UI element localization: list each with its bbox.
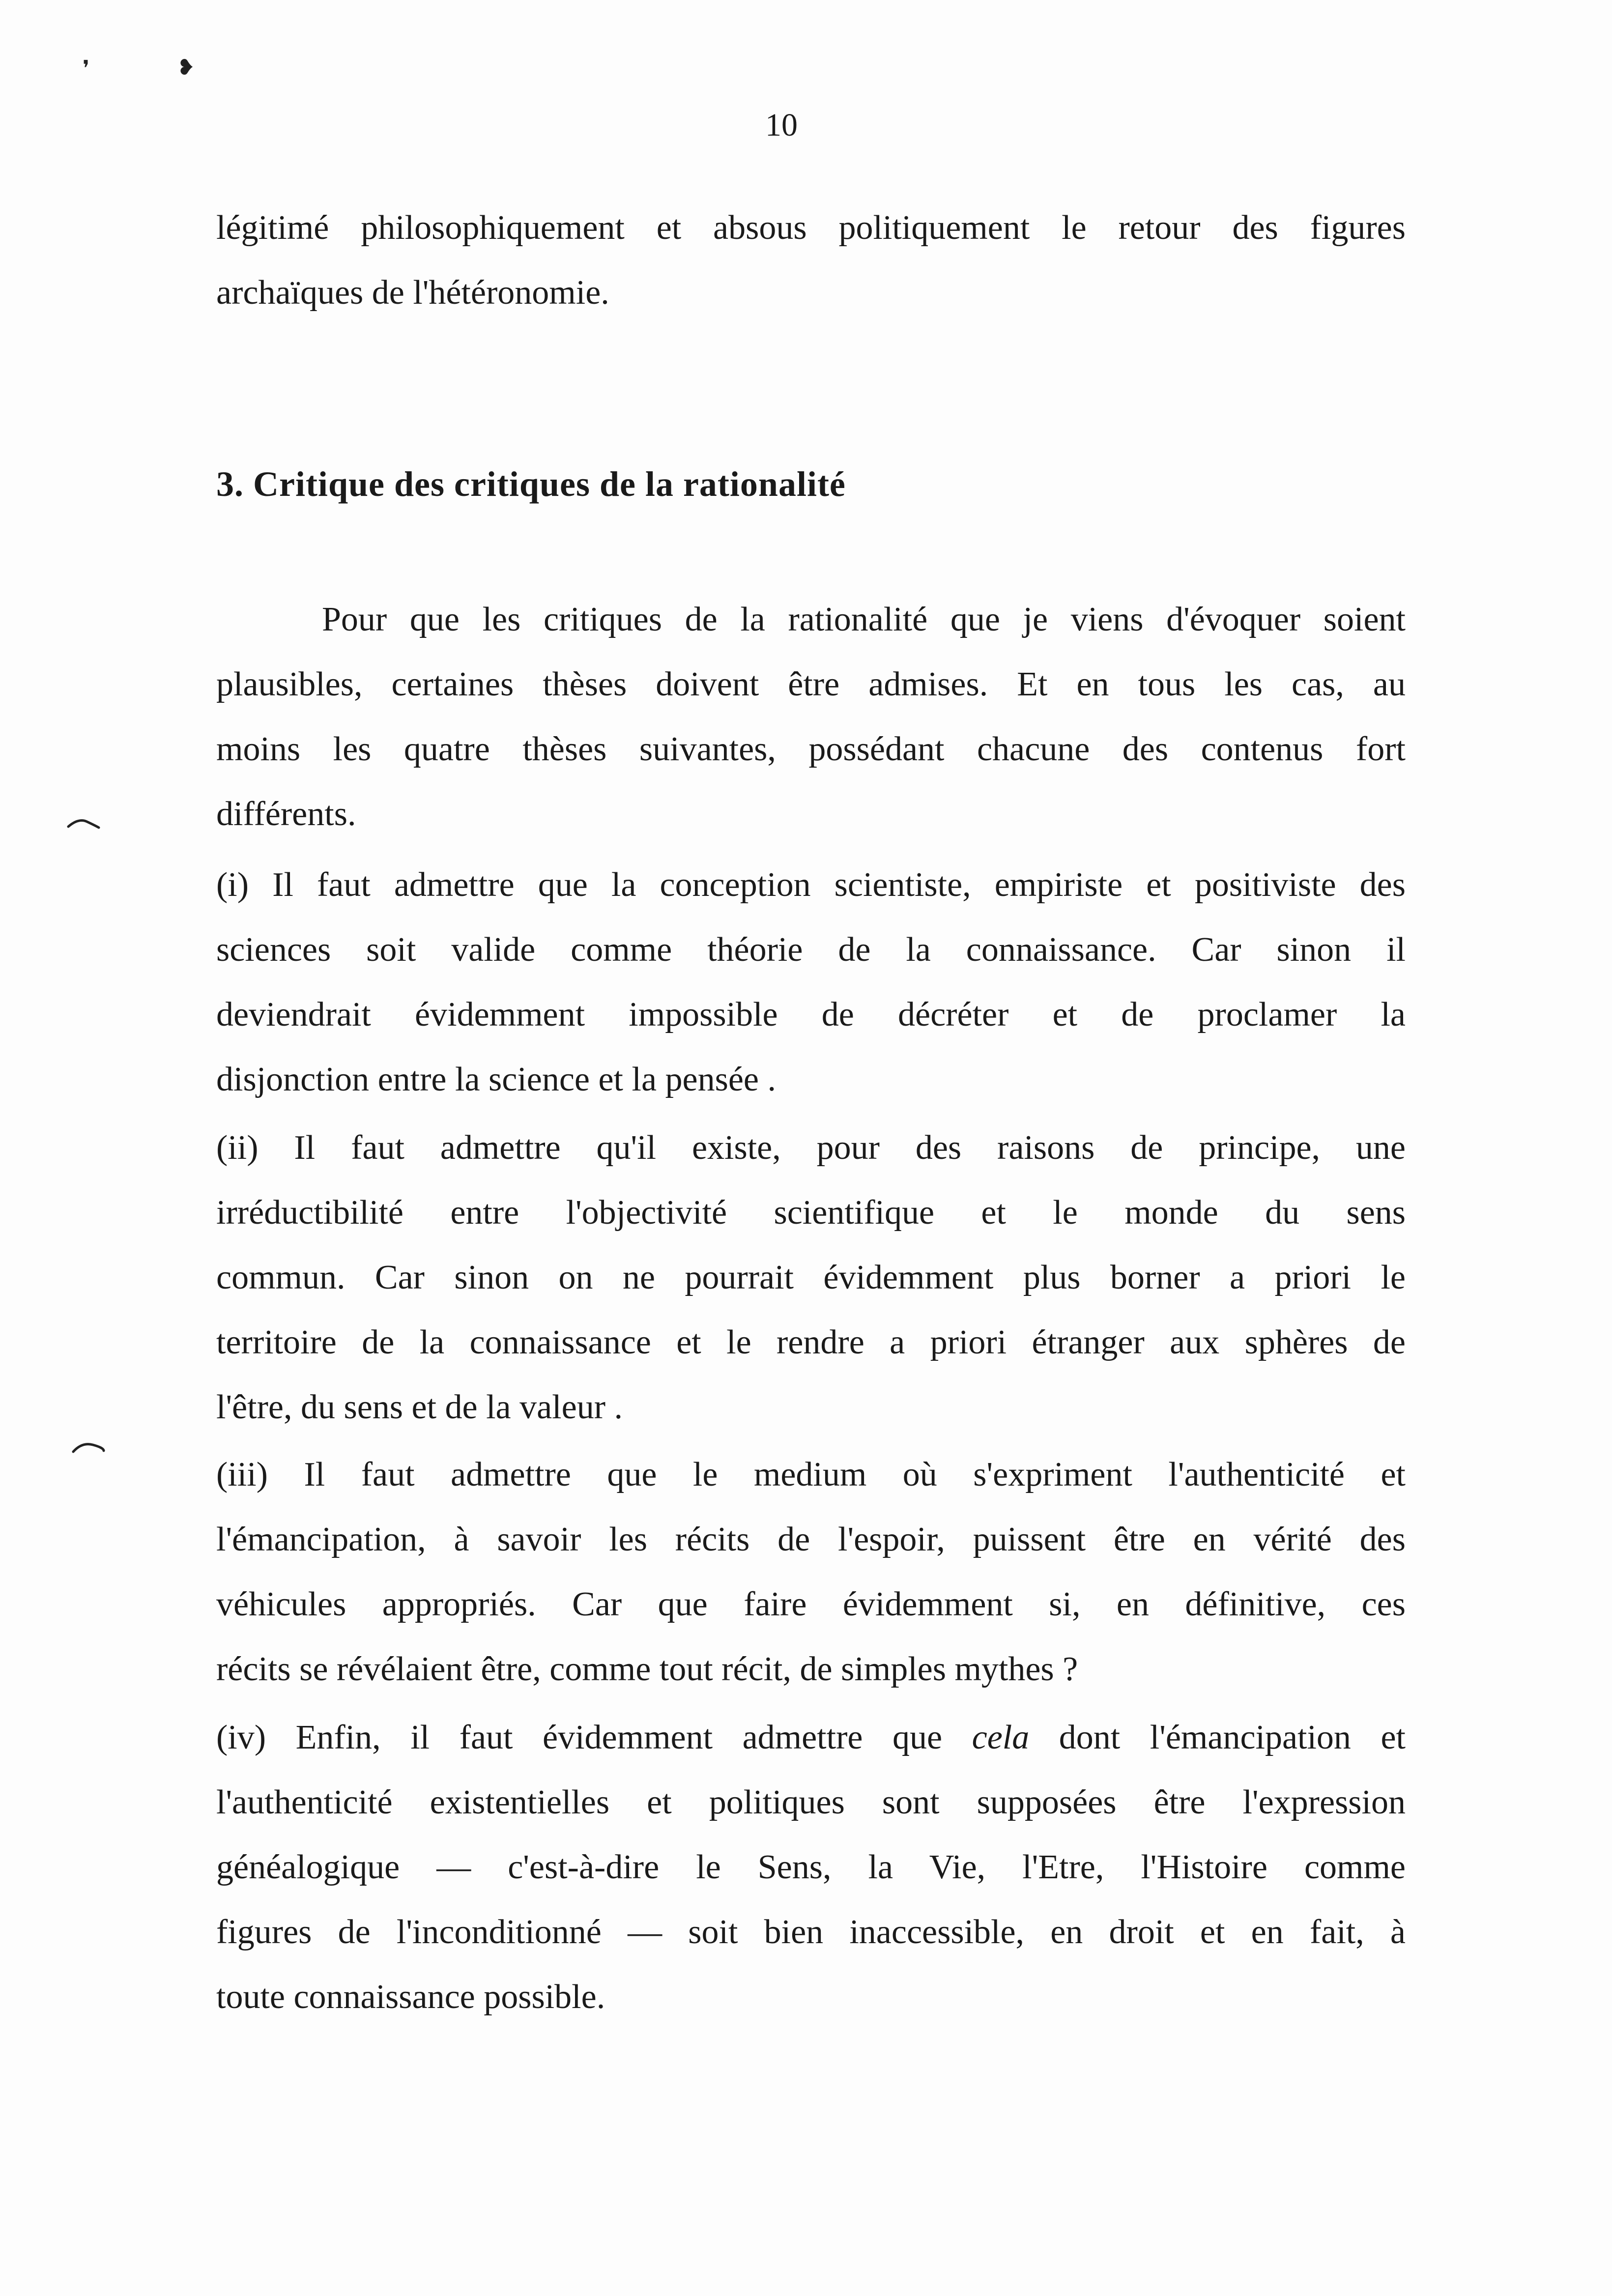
scan-mark-dot: ❜ [83,57,90,81]
intro-paragraph [216,196,1406,325]
page-number: 10 [765,107,798,143]
scan-mark-dot: ❥ [177,56,195,80]
text-line: territoire de la connaissance et le rendre a priori étranger aux sphères de [216,1323,1406,1361]
text-line: (ii) Il faut admettre qu'il existe, pour des raisons de principe, une [216,1129,1406,1167]
thesis-iii [216,1442,1406,1702]
text-line: moins les quatre thèses suivantes, possédant chacune des contenus fort [216,730,1406,768]
text-line: deviendrait évidemment impossible de décréter et de proclamer la [216,996,1406,1033]
text-line: (iii) Il faut admettre que le medium où s'expriment l'authenticité et [216,1456,1406,1493]
emphasis-word: cela [972,1719,1030,1756]
text-line: archaïques de l'hétéronomie. [216,274,609,312]
text-line: véhicules appropriés. Car que faire évidemment si, en définitive, ces [216,1585,1406,1623]
text-line: disjonction entre la science et la pensée . [216,1061,776,1098]
thesis-i [216,853,1406,1112]
margin-mark [71,1440,106,1455]
text-line: irréductibilité entre l'objectivité scientifique et le monde du sens [216,1194,1406,1232]
text-line: l'authenticité existentielles et politiques sont supposées être l'expression [216,1783,1406,1821]
thesis-ii [216,1116,1406,1440]
thesis-iv [216,1705,1406,2030]
text-line: (iv) Enfin, il faut évidemment admettre que cela dont l'émancipation et [216,1719,1406,1756]
text-line: sciences soit valide comme théorie de la connaissance. Car sinon il [216,931,1406,969]
text-line: figures de l'inconditionné — soit bien inaccessible, en droit et en fait, à [216,1913,1406,1951]
text-line: toute connaissance possible. [216,1978,605,2016]
text-line: légitimé philosophiquement et absous politiquement le retour des figures [216,209,1406,247]
margin-mark [66,816,101,831]
text-line: (i) Il faut admettre que la conception scientiste, empiriste et positiviste des [216,866,1406,904]
text-line: différents. [216,795,356,833]
paragraph-intro-theses [216,587,1406,847]
section-heading: 3. Critique des critiques de la rationalité [216,464,846,504]
text-line: l'être, du sens et de la valeur . [216,1388,623,1426]
text-line: plausibles, certaines thèses doivent être admises. Et en tous les cas, au [216,665,1406,703]
text-line: commun. Car sinon on ne pourrait évidemment plus borner a priori le [216,1259,1406,1296]
text-line: récits se révélaient être, comme tout récit, de simples mythes ? [216,1650,1078,1688]
text-line: Pour que les critiques de la rationalité que je viens d'évoquer soient [322,601,1406,638]
text-line: généalogique — c'est-à-dire le Sens, la Vie, l'Etre, l'Histoire comme [216,1848,1406,1886]
text-line: l'émancipation, à savoir les récits de l'espoir, puissent être en vérité des [216,1521,1406,1558]
